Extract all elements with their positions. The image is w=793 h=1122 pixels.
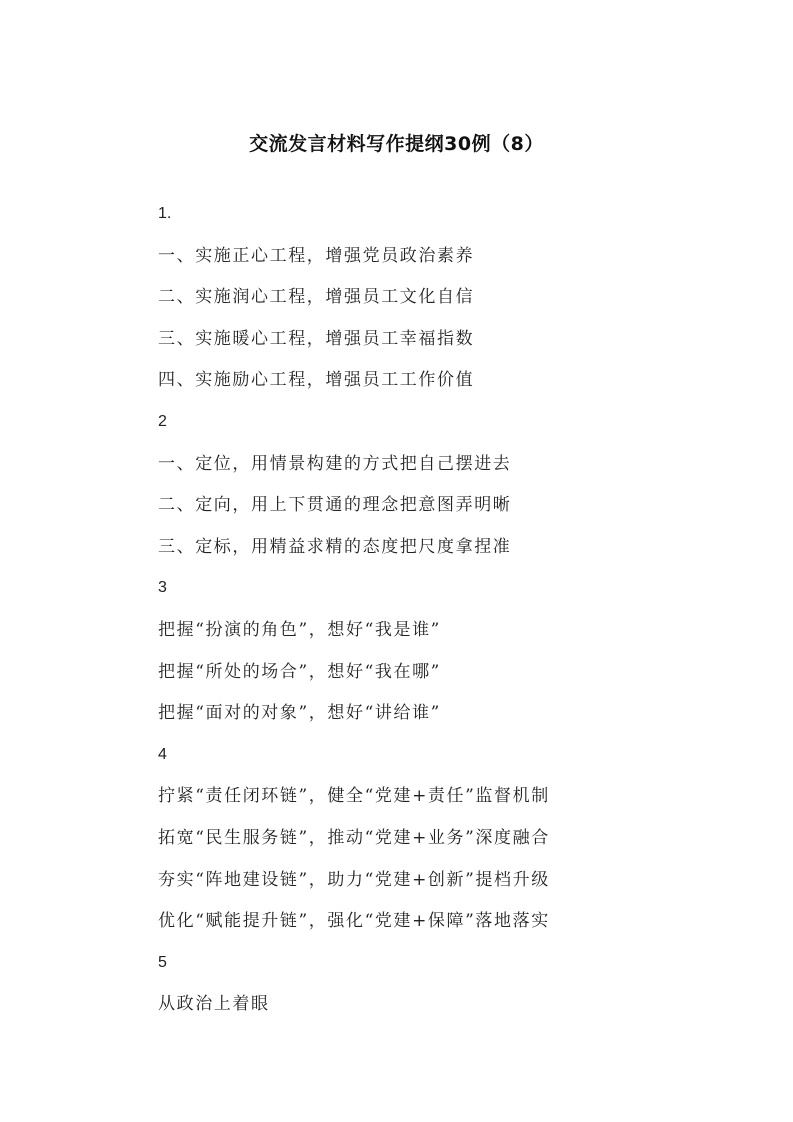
outline-line: 二、定向，用上下贯通的理念把意图弄明晰 [158, 495, 512, 516]
outline-line: 把握“扮演的角色”，想好“我是谁” [158, 619, 441, 640]
outline-line: 一、实施正心工程，增强党员政治素养 [158, 245, 475, 266]
outline-line: 把握“面对的对象”，想好“讲给谁” [158, 703, 441, 724]
outline-line: 二、实施润心工程，增强员工文化自信 [158, 287, 475, 308]
section-number: 4 [158, 745, 167, 763]
outline-line: 夯实“阵地建设链”，助力“党建+创新”提档升级 [158, 869, 550, 890]
outline-line: 四、实施励心工程，增强员工工作价值 [158, 370, 475, 391]
document-title: 交流发言材料写作提纲30例（8） [249, 133, 544, 155]
section-number: 5 [158, 953, 167, 971]
section-number: 1. [158, 205, 172, 222]
outline-line: 三、定标，用精益求精的态度把尺度拿捏准 [158, 536, 512, 557]
document-body [158, 203, 658, 1035]
outline-line: 优化“赋能提升链”，强化“党建+保障”落地落实 [158, 911, 550, 932]
outline-line: 一、定位，用情景构建的方式把自己摆进去 [158, 453, 512, 474]
outline-line: 拧紧“责任闭环链”，健全“党建+责任”监督机制 [158, 786, 550, 807]
outline-line: 从政治上着眼 [158, 994, 270, 1015]
outline-line: 三、实施暖心工程，增强员工幸福指数 [158, 328, 475, 349]
outline-line: 把握“所处的场合”，想好“我在哪” [158, 661, 441, 682]
section-number: 3 [158, 579, 167, 597]
section-number: 2 [158, 412, 167, 430]
outline-line: 拓宽“民生服务链”，推动“党建+业务”深度融合 [158, 827, 550, 848]
